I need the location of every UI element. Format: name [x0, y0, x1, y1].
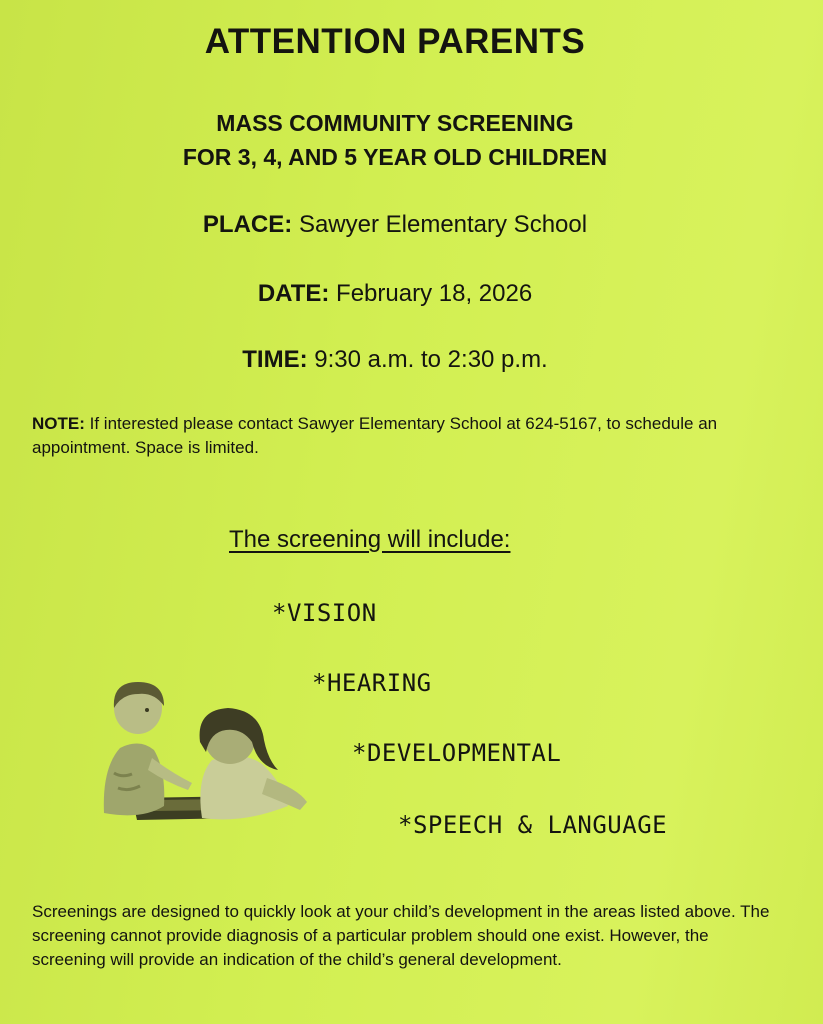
place-label: PLACE: [202, 211, 293, 238]
date-label: DATE: [257, 280, 330, 307]
note-paragraph [32, 412, 732, 460]
place-value: Sawyer Elementary School [298, 211, 588, 238]
date-value: February 18, 2026 [336, 280, 533, 307]
note-label: NOTE: [32, 414, 85, 433]
subtitle-line-2: FOR 3, 4, AND 5 YEAR OLD CHILDREN [182, 144, 608, 170]
include-heading: The screening will include: [229, 526, 511, 553]
time-row [0, 346, 790, 374]
note-text: If interested please contact Sawyer Elementary School at 624-5167, to schedule an appointment. Space is limited. [32, 414, 718, 457]
item-hearing: *HEARING [312, 669, 432, 697]
time-label: TIME: [242, 346, 308, 373]
item-vision: *VISION [272, 599, 377, 627]
closing-paragraph: Screenings are designed to quickly look at your child’s development in the areas listed above. The screening cannot provide diagnosis of a particular problem should one exist. However, the screening will provide an indication of the child’s general development. [32, 902, 770, 969]
time-value: 9:30 a.m. to 2:30 p.m. [314, 346, 548, 373]
item-speech-language: *SPEECH & LANGUAGE [398, 811, 668, 839]
flyer-title: ATTENTION PARENTS [204, 22, 586, 61]
place-row [0, 211, 790, 239]
children-playing-image [92, 678, 314, 828]
date-row [0, 280, 790, 308]
subtitle-line-1: MASS COMMUNITY SCREENING [216, 110, 574, 136]
item-developmental: *DEVELOPMENTAL [352, 739, 562, 767]
